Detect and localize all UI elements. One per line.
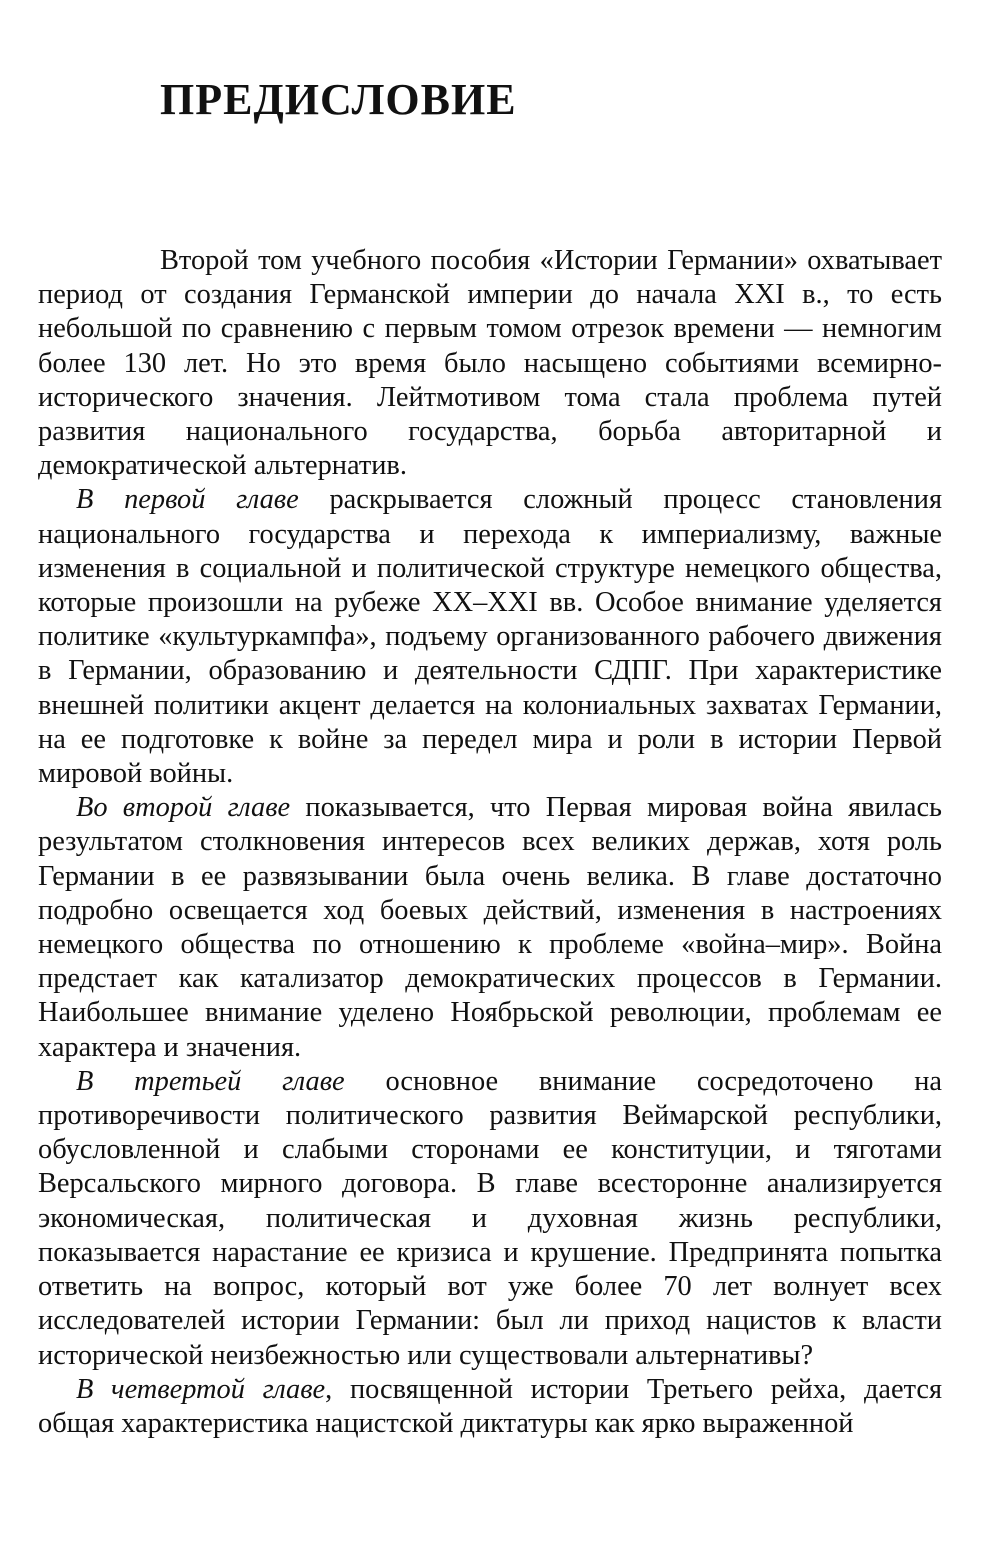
paragraph-2	[38, 483, 942, 791]
paragraph-2-text: раскрывается сложный процесс становления национального государства и перехода к империализму, важные изменения в социальной и политической структуре немецкого общества, которые произошли на рубеже XX–XXI вв. Особое внимание уделяется политике «культуркампфа», подъему организованного рабочего движения в Германии, образованию и деятельности СДПГ. При характеристике внешней политики акцент делается на колониальных захватах Германии, на ее подготовке к войне за передел мира и роли в истории Первой мировой войны.	[38, 484, 943, 790]
paragraph-5-text: , посвященной истории Третьего рейха, дается общая характеристика нацистской диктатуры как ярко выраженной	[38, 1373, 943, 1439]
paragraph-1-text: Второй том учебного пособия «Истории Германии» охватывает период от создания Германской империи до начала XXI в., то есть небольшой по сравнению с первым томом отрезок времени — немногим более 130 лет. Но это время было насыщено событиями всемирно-исторического значения. Лейтмотивом тома стала проблема путей развития национального государства, борьба авторитарной и демократической альтернатив.	[38, 245, 942, 482]
paragraph-4-lead: В третьей главе	[76, 1065, 345, 1097]
paragraph-4-text: основное внимание сосредоточено на противоречивости политического развития Веймарской республики, обусловленной и слабыми сторонами ее конституции, и тяготами Версальского мирного договора. В главе всесторонне анализируется экономическая, политическая и духовная жизнь республики, показывается нарастание ее кризиса и крушение. Предпринята попытка ответить на вопрос, который вот уже более 70 лет волнует всех исследователей истории Германии: был ли приход нацистов к власти исторической неизбежностью или существовали альтернативы?	[38, 1065, 943, 1371]
page-title: ПРЕДИСЛОВИЕ	[160, 75, 517, 124]
paragraph-4	[38, 1065, 942, 1373]
paragraph-3	[38, 791, 942, 1065]
paragraph-3-text: показывается, что Первая мировая война явилась результатом столкновения интересов всех великих держав, хотя роль Германии в ее развязывании была очень велика. В главе достаточно подробно освещается ход боевых действий, изменения в настроениях немецкого общества по отношению к проблеме «война–мир». Война предстает как катализатор демократических процессов в Германии. Наибольшее внимание уделено Ноябрьской революции, проблемам ее характера и значения.	[38, 792, 942, 1063]
paragraph-2-lead: В первой главе	[76, 484, 299, 516]
paragraph-5	[38, 1373, 942, 1441]
paragraph-3-lead: Во второй главе	[76, 792, 291, 824]
paragraph-1	[38, 244, 942, 483]
preface-body	[38, 244, 942, 1441]
paragraph-5-lead: В четвертой главе	[76, 1373, 326, 1405]
